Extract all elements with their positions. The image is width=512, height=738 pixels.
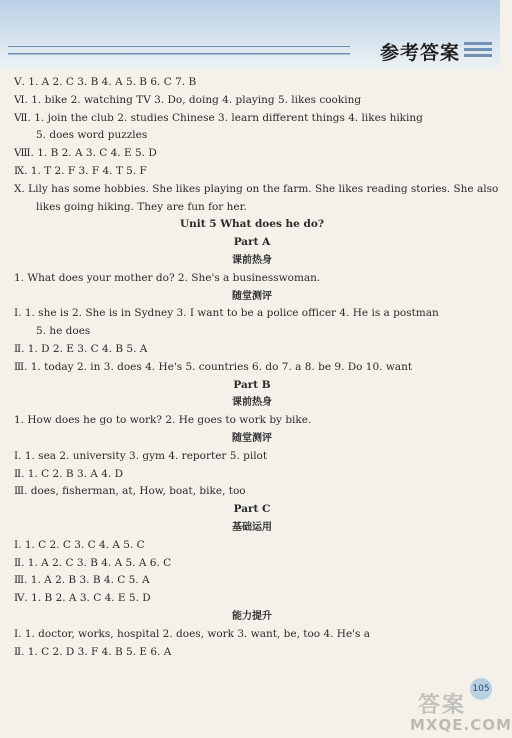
answer-line: 1. What does your mother do? 2. She's a businesswoman. <box>14 271 321 284</box>
answer-line: 基础运用 <box>232 521 272 533</box>
answer-line: Ⅲ. 1. today 2. in 3. does 4. He's 5. countries 6. do 7. a 8. be 9. Do 10. want <box>14 360 413 373</box>
answer-line: Ⅰ. 1. she is 2. She is in Sydney 3. I want to be a police officer 4. He is a postman <box>14 307 439 320</box>
header-rule <box>8 46 350 54</box>
answer-line: 1. How does he go to work? 2. He goes to work by bike. <box>14 414 312 427</box>
answer-line: Ⅱ. 1. D 2. E 3. C 4. B 5. A <box>14 342 148 355</box>
answer-line: 5. he does <box>36 325 91 338</box>
answer-line: Ⅳ. 1. B 2. A 3. C 4. E 5. D <box>14 592 151 605</box>
watermark-logo: 答案 <box>418 693 467 718</box>
page-number: 105 <box>470 678 492 700</box>
answer-line: Ⅷ. 1. B 2. A 3. C 4. E 5. D <box>14 147 157 160</box>
answer-line: Part C <box>233 503 271 516</box>
answer-line: Ⅵ. 1. bike 2. watching TV 3. Do, doing 4. playing 5. likes cooking <box>14 93 362 106</box>
answer-line: Ⅰ. 1. C 2. C 3. C 4. A 5. C <box>14 538 145 551</box>
watermark-url: MXQE.COM <box>410 716 512 734</box>
answer-line: Ⅱ. 1. A 2. C 3. B 4. A 5. A 6. C <box>14 556 172 569</box>
answer-line: Ⅸ. 1. T 2. F 3. F 4. T 5. F <box>14 164 147 177</box>
answer-line: 课前热身 <box>232 254 272 266</box>
answer-line: Part B <box>233 378 271 391</box>
answer-line: likes going hiking. They are fun for her. <box>36 200 247 213</box>
page-header <box>0 0 500 70</box>
answer-line: Ⅹ. Lily has some hobbies. She likes playing on the farm. She likes reading stories. She also <box>14 182 499 195</box>
answer-line: Ⅶ. 1. join the club 2. studies Chinese 3. learn different things 4. likes hiking <box>14 111 423 124</box>
answer-line: Ⅲ. does, fisherman, at, How, boat, bike, too <box>14 485 246 498</box>
page-title: 参考答案 <box>379 42 460 64</box>
answer-line: 课前热身 <box>232 397 272 409</box>
answer-line: Ⅲ. 1. A 2. B 3. B 4. C 5. A <box>14 574 150 587</box>
answer-line: Ⅰ. 1. sea 2. university 3. gym 4. reporter 5. pilot <box>14 449 268 462</box>
answer-line: Ⅰ. 1. doctor, works, hospital 2. does, work 3. want, be, too 4. He's a <box>14 627 371 640</box>
answer-line: Ⅱ. 1. C 2. D 3. F 4. B 5. E 6. A <box>14 645 172 658</box>
answer-line: 随堂测评 <box>232 290 272 302</box>
answer-line: Ⅱ. 1. C 2. B 3. A 4. D <box>14 467 123 480</box>
answer-line: 能力提升 <box>232 610 272 622</box>
header-bars-decoration <box>464 42 492 60</box>
answer-line: Ⅴ. 1. A 2. C 3. B 4. A 5. B 6. C 7. B <box>14 76 197 88</box>
answer-line: Unit 5 What does he do? <box>179 218 325 231</box>
answer-content <box>14 74 499 661</box>
answer-line: 随堂测评 <box>232 432 272 444</box>
answer-line: 5. does word puzzles <box>36 129 148 142</box>
header-rule-thin <box>8 54 350 55</box>
answer-line: Part A <box>233 236 271 249</box>
